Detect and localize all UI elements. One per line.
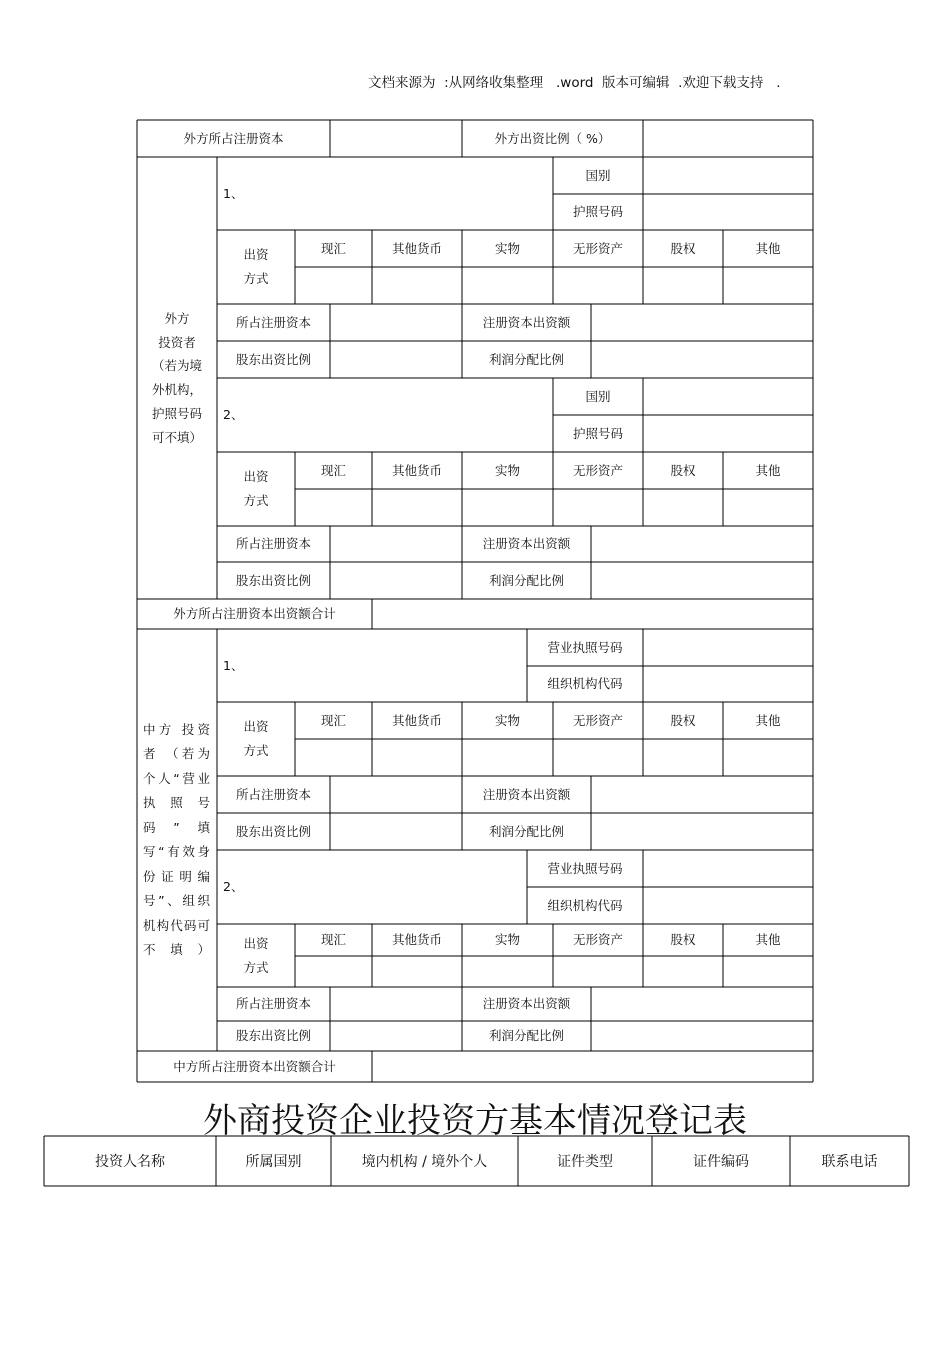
investor-number: 1、	[223, 657, 244, 673]
method-header: 无形资产	[572, 240, 623, 256]
reg-amount-label: 注册资本出资额	[482, 314, 571, 330]
org-code-label: 组织机构代码	[547, 897, 623, 913]
reg-amount-label: 注册资本出资额	[482, 786, 571, 802]
china-investor-section-label: 中方 投资者 （若为个人“营业执照号码”填写“有效身份证明编号”、组织机构代码可不填）	[143, 721, 211, 957]
method-header: 股权	[670, 712, 696, 728]
method-header: 股权	[670, 240, 696, 256]
method-header: 无形资产	[572, 462, 623, 478]
method-header: 无形资产	[572, 712, 623, 728]
foreign-investor-section-label: 外方 投资者 （若为境 外机构， 护照号码 可不填）	[151, 310, 202, 445]
share-ratio-label: 股东出资比例	[235, 572, 311, 588]
reg-capital-label: 所占注册资本	[235, 314, 311, 330]
method-header: 其他	[755, 462, 781, 478]
passport-label: 护照号码	[572, 425, 623, 441]
country-label: 国别	[585, 167, 611, 183]
profit-ratio-label: 利润分配比例	[488, 823, 564, 839]
method-header: 其他货币	[391, 462, 442, 478]
method-header: 实物	[494, 240, 520, 256]
investor-number: 1、	[223, 185, 244, 201]
reg-capital-label: 所占注册资本	[235, 786, 311, 802]
business-license-label: 营业执照号码	[547, 639, 623, 655]
contribution-method-label: 出资 方式	[243, 719, 269, 758]
reg-amount-label: 注册资本出资额	[482, 536, 571, 552]
method-header: 其他	[755, 712, 781, 728]
foreign-capital-label: 外方所占注册资本	[183, 130, 284, 146]
method-header: 现汇	[320, 462, 346, 478]
business-license-label: 营业执照号码	[547, 860, 623, 876]
share-ratio-label: 股东出资比例	[235, 1028, 311, 1044]
method-header: 实物	[494, 712, 520, 728]
bottom-table-header: 投资人名称	[95, 1154, 165, 1170]
document-source-header: 文档来源为 :从网络收集整理 .word 版本可编辑 .欢迎下载支持 .	[368, 75, 781, 91]
profit-ratio-label: 利润分配比例	[488, 1028, 564, 1044]
method-header: 现汇	[320, 932, 346, 948]
investor-number: 2、	[223, 879, 244, 895]
method-header: 实物	[494, 462, 520, 478]
share-ratio-label: 股东出资比例	[235, 351, 311, 367]
investor-number: 2、	[223, 407, 244, 423]
method-header: 无形资产	[572, 932, 623, 948]
reg-amount-label: 注册资本出资额	[482, 996, 571, 1012]
country-label: 国别	[585, 388, 611, 404]
org-code-label: 组织机构代码	[547, 676, 623, 692]
bottom-table-header: 所属国别	[245, 1154, 302, 1170]
passport-label: 护照号码	[572, 204, 623, 220]
china-total-label: 中方所占注册资本出资额合计	[173, 1058, 336, 1074]
form-title: 外商投资企业投资方基本情况登记表	[203, 1101, 747, 1141]
method-header: 现汇	[320, 240, 346, 256]
reg-capital-label: 所占注册资本	[235, 996, 311, 1012]
bottom-table-header: 证件编码	[693, 1154, 749, 1170]
profit-ratio-label: 利润分配比例	[488, 351, 564, 367]
method-header: 其他	[755, 932, 781, 948]
method-header: 其他货币	[391, 712, 442, 728]
bottom-table-header: 联系电话	[821, 1154, 878, 1170]
contribution-method-label: 出资 方式	[243, 247, 269, 286]
bottom-table-header: 证件类型	[557, 1154, 613, 1170]
method-header: 股权	[670, 932, 696, 948]
contribution-method-label: 出资 方式	[243, 469, 269, 508]
foreign-ratio-label: 外方出资比例（ %）	[494, 130, 611, 146]
contribution-method-label: 出资 方式	[243, 935, 269, 975]
profit-ratio-label: 利润分配比例	[488, 572, 564, 588]
method-header: 现汇	[320, 712, 346, 728]
bottom-table-header: 境内机构 / 境外个人	[361, 1154, 488, 1170]
foreign-total-label: 外方所占注册资本出资额合计	[173, 606, 336, 622]
method-header: 实物	[494, 932, 520, 948]
method-header: 其他	[755, 240, 781, 256]
method-header: 股权	[670, 462, 696, 478]
share-ratio-label: 股东出资比例	[235, 823, 311, 839]
method-header: 其他货币	[391, 932, 442, 948]
method-header: 其他货币	[391, 240, 442, 256]
reg-capital-label: 所占注册资本	[235, 536, 311, 552]
